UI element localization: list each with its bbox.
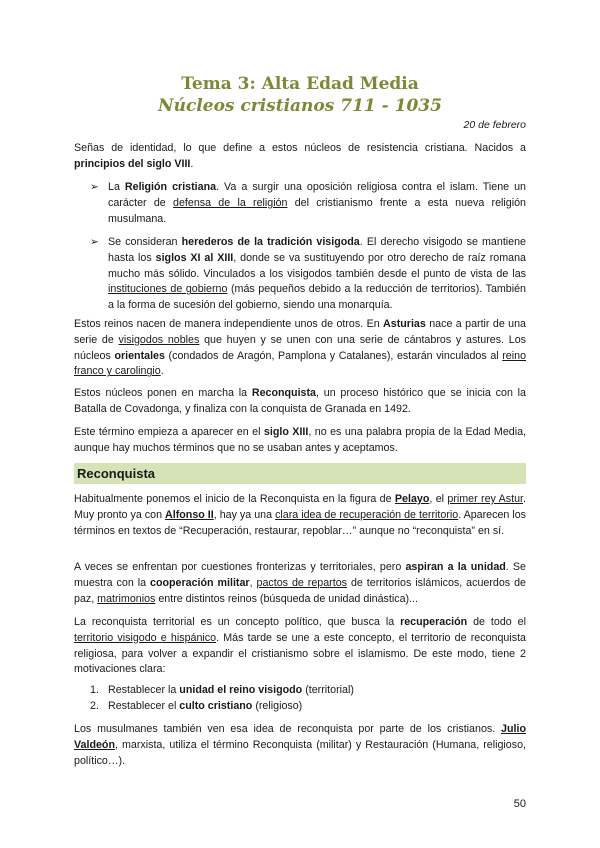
- date-label: 20 de febrero: [463, 119, 526, 131]
- paragraph-muslims: Los musulmanes también ven esa idea de reconquista por parte de los cristianos. Julio Valdeón, marxista, utiliza el término Reconquista (militar) y Restauración (Humana, religioso, político…).: [74, 723, 526, 767]
- paragraph-pelayo: Habitualmente ponemos el inicio de la Reconquista en la figura de Pelayo, el primer rey Astur. Muy pronto ya con Alfonso II, hay ya una clara idea de recuperación de territorio. Aparecen los términos en textos de “Recuperación, restaurar, repoblar…” aunque no “reconquista” en sí.: [74, 493, 526, 537]
- paragraph-kingdoms: Estos reinos nacen de manera independiente unos de otros. En Asturias nace a partir de una serie de visigodos nobles que huyen y se unen con una serie de cántabros y astures. Los núcleos orientales (condados de Aragón, Pamplona y Catalanes), estarán vinculados al reino franco y carolingio.: [74, 318, 527, 378]
- list-item: 1. Restablecer la unidad el reino visigodo (territorial): [90, 684, 354, 696]
- bullet-religion: ➢ La Religión cristiana. Va a surgir una oposición religiosa contra el islam. Tiene un carácter de defensa de la religión del cristianismo frente a esta nueva religión musulmana.: [90, 181, 526, 225]
- bullet-arrow-icon: ➢: [90, 181, 99, 193]
- list-item: 2. Restablecer el culto cristiano (religioso): [90, 700, 303, 712]
- page-title: Tema 3: Alta Edad Media: [181, 74, 419, 94]
- bullet-arrow-icon: ➢: [90, 236, 99, 248]
- paragraph-term: Este término empieza a aparecer en el siglo XIII, no es una palabra propia de la Edad Media, aunque hay muchos términos que no se usaban antes y aceptamos.: [74, 426, 527, 454]
- page-subtitle: Núcleos cristianos 711 - 1035: [158, 96, 442, 116]
- section-heading-reconquista: Reconquista: [74, 463, 526, 484]
- paragraph-territorial: La reconquista territorial es un concepto político, que busca la recuperación de todo el territorio visigodo e hispánico. Más tarde se une a este concepto, el territorio de reconquista religiosa, para volver a expandir el cristianismo sobre el islamismo. De este modo, tiene 2 motivaciones clara:: [74, 616, 526, 676]
- page-number: 50: [513, 798, 526, 810]
- paragraph-reconquista-start: Estos núcleos ponen en marcha la Reconquista, un proceso histórico que se inicia con la Batalla de Covadonga, y finaliza con la conquista de Granada en 1492.: [74, 387, 526, 415]
- paragraph-identity: Señas de identidad, lo que define a estos núcleos de resistencia cristiana. Nacidos a principios del siglo VIII.: [74, 142, 526, 170]
- bullet-visigoth-tradition: ➢ Se consideran herederos de la tradición visigoda. El derecho visigodo se mantiene hasta los siglos XI al XIII, donde se va sustituyendo por otro derecho de raíz romana mucho más sólido. Vinculados a los visigodos también desde el punto de vista de las instituciones de gobierno (más pequeños debido a la reducción de territorios). También a la forma de sucesión del gobierno, siendo una monarquía.: [90, 236, 526, 312]
- paragraph-unity: A veces se enfrentan por cuestiones fronterizas y territoriales, pero aspiran a la unidad. Se muestra con la cooperación militar, pactos de repartos de territorios islámicos, acuerdos de paz, matrimonios entre distintos reinos (búsqueda de unidad dinástica)...: [74, 561, 526, 605]
